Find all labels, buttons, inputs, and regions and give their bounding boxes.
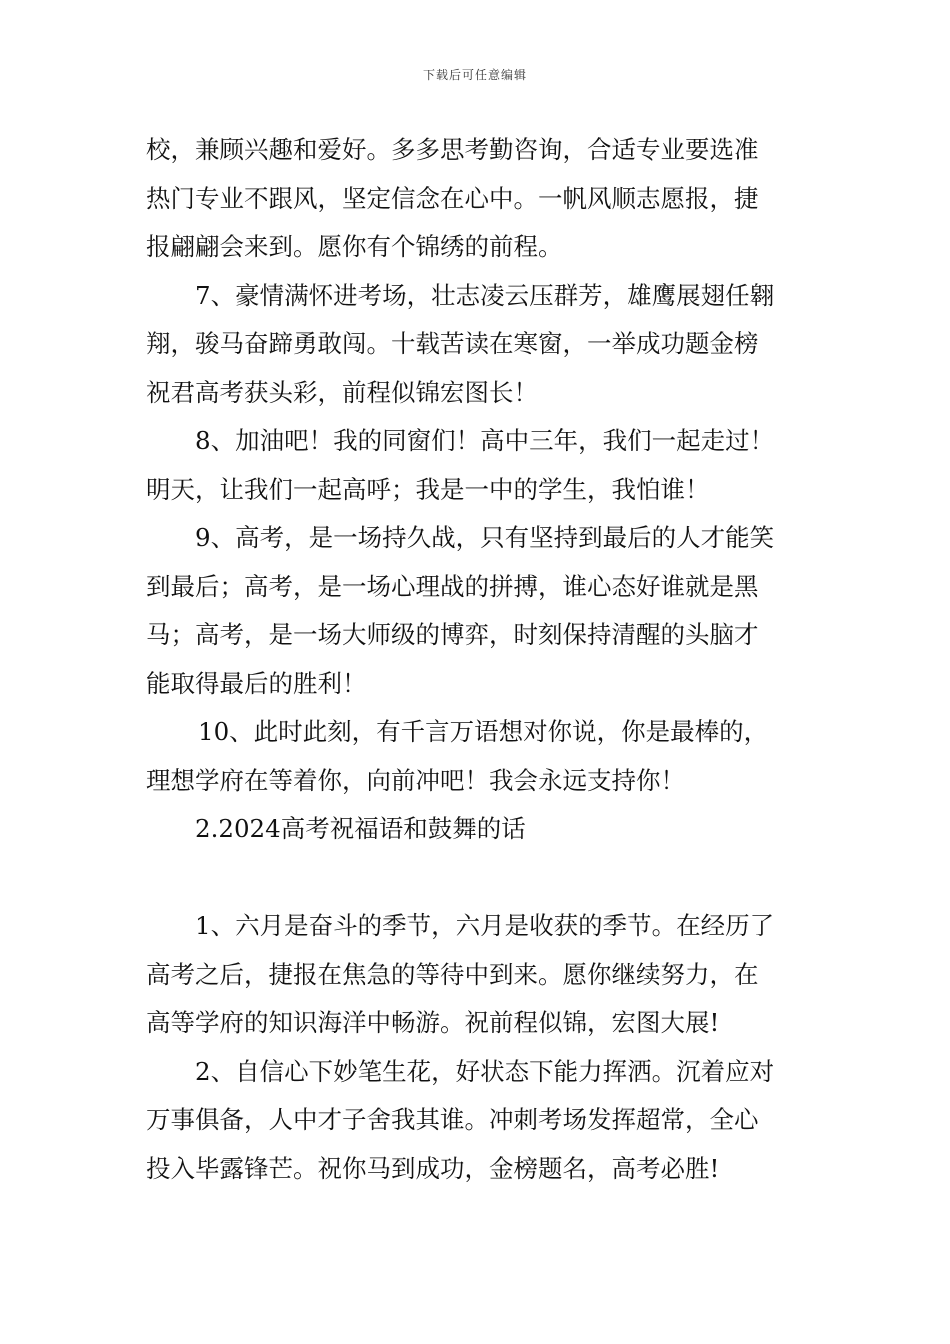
- text-line: 到最后；高考，是一场心理战的拼搏，谁心态好谁就是黑: [146, 571, 759, 601]
- text-line: 8、加油吧！我的同窗们！高中三年，我们一起走过！: [195, 426, 775, 455]
- page-header-note: 下载后可任意编辑: [422, 68, 527, 82]
- text-line: 理想学府在等着你，向前冲吧！我会永远支持你！: [146, 765, 685, 795]
- text-line: 1、六月是奋斗的季节，六月是收获的季节。在经历了: [195, 911, 775, 940]
- text-line: 高等学府的知识海洋中畅游。祝前程似锦，宏图大展!: [146, 1008, 720, 1037]
- text-line: 明天，让我们一起高呼；我是一中的学生，我怕谁！: [146, 474, 710, 504]
- text-line: 能取得最后的胜利！: [146, 668, 367, 698]
- text-line: 投入毕露锋芒。祝你马到成功，金榜题名，高考必胜!: [146, 1153, 720, 1183]
- text-line: 马；高考，是一场大师级的博弈，时刻保持清醒的头脑才: [146, 620, 759, 649]
- text-line: 2、自信心下妙笔生花，好状态下能力挥洒。沉着应对: [195, 1056, 775, 1086]
- document-body: [146, 126, 811, 1193]
- text-line: 高考之后，捷报在焦急的等待中到来。愿你继续努力，在: [146, 959, 759, 989]
- text-line: 祝君高考获头彩，前程似锦宏图长！: [146, 377, 538, 407]
- text-line: 7、豪情满怀进考场，壮志凌云压群芳，雄鹰展翅任翱: [195, 280, 775, 310]
- text-line: 10、此时此刻，有千言万语想对你说，你是最棒的，: [198, 717, 769, 746]
- text-line: 9、高考，是一场持久战，只有坚持到最后的人才能笑: [195, 523, 775, 552]
- text-line: 报翩翩会来到。愿你有个锦绣的前程。: [146, 232, 563, 261]
- blank-line: [146, 854, 811, 903]
- text-line: 翔，骏马奋蹄勇敢闯。十载苦读在寒窗，一举成功题金榜: [146, 329, 759, 358]
- text-line: 热门专业不跟风，坚定信念在心中。一帆风顺志愿报，捷: [146, 183, 759, 213]
- section-heading: 2.2024高考祝福语和鼓舞的话: [195, 814, 526, 843]
- text-line: 万事俱备，人中才子舍我其谁。冲刺考场发挥超常，全心: [146, 1105, 759, 1134]
- text-line: 校，兼顾兴趣和爱好。多多思考勤咨询，合适专业要选准: [146, 135, 759, 164]
